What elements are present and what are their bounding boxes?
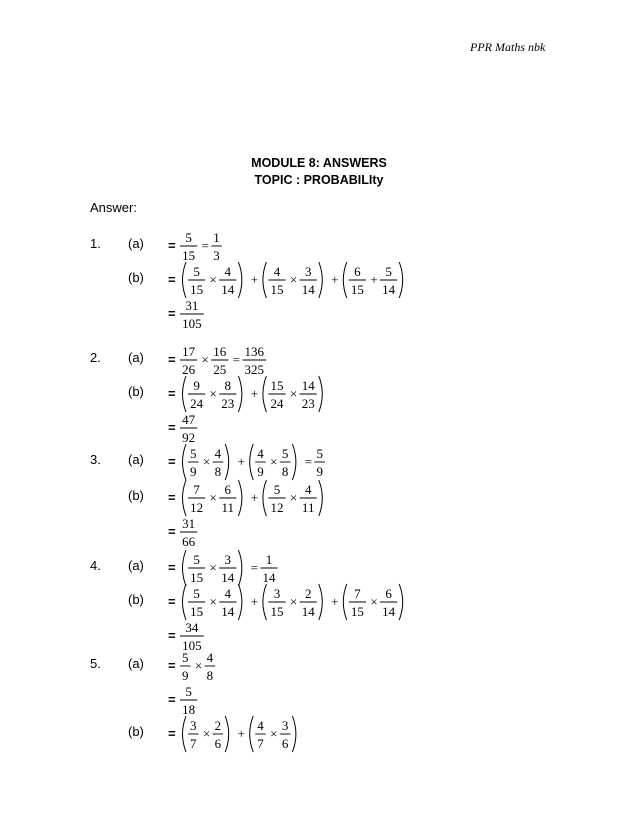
fraction-1a-0 xyxy=(180,230,197,263)
denominator: 105 xyxy=(182,638,202,653)
equals-sign: = xyxy=(168,628,176,643)
part-label-3b: (b) xyxy=(128,488,144,503)
numerator: 3 xyxy=(281,718,289,733)
fraction-2b-2-0 xyxy=(268,378,285,411)
denominator: 8 xyxy=(281,464,289,479)
part-label-2b: (b) xyxy=(128,384,144,399)
numerator: 4 xyxy=(257,446,264,461)
operator: × xyxy=(194,658,203,673)
numerator: 34 xyxy=(185,620,199,635)
fraction-2b2-0 xyxy=(180,412,197,445)
fraction-3a-2-0 xyxy=(255,446,266,479)
operator: = xyxy=(201,238,209,253)
question-number-3: 3. xyxy=(90,452,101,467)
question-number-4: 4. xyxy=(90,558,101,573)
fraction-5a2-0 xyxy=(180,684,197,717)
numerator: 1 xyxy=(265,552,273,567)
operator: = xyxy=(304,454,313,469)
numerator: 8 xyxy=(224,378,232,393)
operator: × xyxy=(289,272,298,287)
numerator: 5 xyxy=(182,650,189,665)
denominator: 12 xyxy=(190,500,204,515)
left-paren xyxy=(183,716,187,752)
operator: × xyxy=(209,490,217,505)
denominator: 66 xyxy=(182,534,196,549)
right-paren xyxy=(319,262,323,298)
operator: × xyxy=(270,726,278,741)
denominator: 25 xyxy=(213,362,227,377)
right-paren xyxy=(319,584,323,620)
denominator: 9 xyxy=(182,668,189,683)
operator: + xyxy=(237,454,245,469)
fraction-3b-0-0 xyxy=(188,482,205,515)
equals-sign: = xyxy=(168,386,176,401)
left-paren xyxy=(250,716,254,752)
fraction-2a-0 xyxy=(180,344,197,377)
left-paren xyxy=(183,262,187,298)
numerator: 4 xyxy=(273,264,281,279)
part-label-4a: (a) xyxy=(128,558,144,573)
left-paren xyxy=(183,550,187,586)
denominator: 14 xyxy=(221,604,235,619)
fraction-3b-2-0 xyxy=(268,482,285,515)
numerator: 9 xyxy=(193,378,200,393)
numerator: 4 xyxy=(224,264,232,279)
denominator: 26 xyxy=(182,362,196,377)
numerator: 31 xyxy=(185,298,199,313)
right-paren xyxy=(319,376,323,412)
denominator: 15 xyxy=(270,282,284,297)
denominator: 15 xyxy=(190,570,204,585)
fraction-1b-0-0 xyxy=(188,264,205,297)
numerator: 7 xyxy=(193,482,200,497)
denominator: 92 xyxy=(182,430,196,445)
operator: × xyxy=(202,454,211,469)
fraction-1b-4-0 xyxy=(349,264,366,297)
numerator: 17 xyxy=(182,344,196,359)
denominator: 15 xyxy=(190,282,204,297)
right-paren xyxy=(238,262,242,298)
right-paren xyxy=(238,376,242,412)
operator: + xyxy=(331,594,339,609)
equals-sign: = xyxy=(168,238,176,253)
fraction-4b-4-0 xyxy=(349,586,366,619)
denominator: 23 xyxy=(301,396,315,411)
fraction-1a-2 xyxy=(211,230,222,263)
equals-sign: = xyxy=(168,524,176,539)
denominator: 14 xyxy=(382,604,396,619)
left-paren xyxy=(183,584,187,620)
numerator: 31 xyxy=(182,516,196,531)
fraction-4b-0-0 xyxy=(188,586,205,619)
fraction-2b-2-2 xyxy=(300,378,317,411)
right-paren xyxy=(238,584,242,620)
fraction-4a-0-0 xyxy=(188,552,205,585)
fraction-4b-2-2 xyxy=(300,586,317,619)
fraction-4b-0-2 xyxy=(219,586,236,619)
left-paren xyxy=(183,444,187,480)
denominator: 14 xyxy=(262,570,276,585)
denominator: 14 xyxy=(221,570,235,585)
left-paren xyxy=(183,376,187,412)
denominator: 8 xyxy=(206,668,214,683)
right-paren xyxy=(238,550,242,586)
fraction-3a-0-2 xyxy=(213,446,224,479)
operator: + xyxy=(250,386,259,401)
right-paren xyxy=(225,716,229,752)
denominator: 11 xyxy=(221,500,235,515)
part-label-1b: (b) xyxy=(128,270,144,285)
fraction-4b-2-0 xyxy=(268,586,285,619)
fraction-1b-2-2 xyxy=(300,264,317,297)
numerator: 5 xyxy=(193,586,200,601)
numerator: 4 xyxy=(304,482,312,497)
equals-sign: = xyxy=(168,352,176,367)
operator: × xyxy=(289,386,298,401)
numerator: 136 xyxy=(244,344,265,359)
denominator: 14 xyxy=(221,282,235,297)
left-paren xyxy=(250,444,254,480)
title-module: MODULE 8: ANSWERS xyxy=(251,156,387,170)
equals-sign: = xyxy=(168,560,176,575)
denominator: 325 xyxy=(244,362,265,377)
operator: = xyxy=(250,560,259,575)
right-paren xyxy=(225,444,229,480)
fraction-1b2-0 xyxy=(180,298,204,331)
numerator: 3 xyxy=(304,264,312,279)
equals-sign: = xyxy=(168,272,176,287)
fraction-2b-0-0 xyxy=(188,378,205,411)
page-header: PPR Maths nbk xyxy=(470,40,546,54)
right-paren xyxy=(399,262,403,298)
denominator: 7 xyxy=(257,736,264,751)
numerator: 5 xyxy=(273,482,281,497)
fraction-5b-2-0 xyxy=(255,718,266,751)
numerator: 47 xyxy=(182,412,196,427)
numerator: 2 xyxy=(214,718,222,733)
denominator: 23 xyxy=(221,396,235,411)
left-paren xyxy=(183,480,187,516)
part-label-3a: (a) xyxy=(128,452,144,467)
part-label-5a: (a) xyxy=(128,656,144,671)
operator: + xyxy=(250,594,259,609)
denominator: 24 xyxy=(270,396,284,411)
denominator: 15 xyxy=(190,604,204,619)
denominator: 14 xyxy=(382,282,396,297)
left-paren xyxy=(263,584,267,620)
left-paren xyxy=(263,262,267,298)
part-label-1a: (a) xyxy=(128,236,144,251)
denominator: 9 xyxy=(257,464,264,479)
numerator: 5 xyxy=(316,446,323,461)
denominator: 12 xyxy=(270,500,284,515)
fraction-2a-4 xyxy=(242,344,266,377)
operator: + xyxy=(370,272,378,287)
right-paren xyxy=(238,480,242,516)
denominator: 6 xyxy=(281,736,289,751)
left-paren xyxy=(263,480,267,516)
fraction-3b2-0 xyxy=(180,516,197,549)
numerator: 5 xyxy=(185,230,192,245)
numerator: 4 xyxy=(257,718,264,733)
numerator: 3 xyxy=(224,552,232,567)
operator: × xyxy=(209,594,217,609)
equals-sign: = xyxy=(168,692,176,707)
operator: = xyxy=(232,352,241,367)
question-number-1: 1. xyxy=(90,236,101,251)
numerator: 4 xyxy=(214,446,222,461)
fraction-5a-0 xyxy=(180,650,191,683)
denominator: 11 xyxy=(301,500,315,515)
part-label-4b: (b) xyxy=(128,592,144,607)
denominator: 7 xyxy=(190,736,197,751)
operator: × xyxy=(209,386,217,401)
fraction-1b-2-0 xyxy=(268,264,285,297)
denominator: 105 xyxy=(182,316,202,331)
denominator: 18 xyxy=(182,702,196,717)
operator: × xyxy=(201,352,209,367)
equals-sign: = xyxy=(168,594,176,609)
numerator: 6 xyxy=(224,482,232,497)
fraction-4a-0-2 xyxy=(219,552,236,585)
numerator: 5 xyxy=(385,264,392,279)
numerator: 3 xyxy=(190,718,197,733)
operator: × xyxy=(202,726,211,741)
numerator: 4 xyxy=(206,650,214,665)
fraction-5b-0-2 xyxy=(213,718,224,751)
equals-sign: = xyxy=(168,454,176,469)
part-label-5b: (b) xyxy=(128,724,144,739)
fraction-5b-0-0 xyxy=(188,718,199,751)
operator: + xyxy=(331,272,339,287)
fraction-4a-2 xyxy=(260,552,277,585)
numerator: 5 xyxy=(193,264,200,279)
numerator: 6 xyxy=(354,264,361,279)
operator: + xyxy=(250,490,259,505)
denominator: 15 xyxy=(350,282,364,297)
question-number-2: 2. xyxy=(90,350,101,365)
denominator: 3 xyxy=(213,248,220,263)
right-paren xyxy=(292,716,296,752)
numerator: 4 xyxy=(224,586,232,601)
numerator: 7 xyxy=(354,586,361,601)
denominator: 15 xyxy=(350,604,364,619)
denominator: 6 xyxy=(214,736,222,751)
fraction-3a-2-2 xyxy=(280,446,291,479)
part-label-2a: (a) xyxy=(128,350,144,365)
fraction-2a-2 xyxy=(211,344,228,377)
fraction-4b2-0 xyxy=(180,620,204,653)
equals-sign: = xyxy=(168,726,176,741)
fraction-1b-4-2 xyxy=(380,264,397,297)
fraction-2b-0-2 xyxy=(219,378,236,411)
operator: + xyxy=(237,726,245,741)
equals-sign: = xyxy=(168,420,176,435)
denominator: 15 xyxy=(270,604,284,619)
left-paren xyxy=(343,262,347,298)
operator: × xyxy=(289,594,298,609)
numerator: 5 xyxy=(185,684,192,699)
numerator: 5 xyxy=(281,446,289,461)
fraction-3a-4 xyxy=(314,446,325,479)
operator: + xyxy=(250,272,259,287)
numerator: 15 xyxy=(270,378,284,393)
operator: × xyxy=(209,560,217,575)
equals-sign: = xyxy=(168,658,176,673)
numerator: 2 xyxy=(304,586,312,601)
numerator: 6 xyxy=(385,586,392,601)
fraction-3b-2-2 xyxy=(300,482,317,515)
denominator: 14 xyxy=(301,604,315,619)
right-paren xyxy=(399,584,403,620)
fraction-4b-4-2 xyxy=(380,586,397,619)
denominator: 9 xyxy=(190,464,197,479)
denominator: 24 xyxy=(190,396,204,411)
right-paren xyxy=(319,480,323,516)
answer-label: Answer: xyxy=(90,200,137,215)
numerator: 3 xyxy=(273,586,281,601)
left-paren xyxy=(343,584,347,620)
left-paren xyxy=(263,376,267,412)
denominator: 8 xyxy=(214,464,222,479)
fraction-1b-0-2 xyxy=(219,264,236,297)
numerator: 14 xyxy=(301,378,315,393)
numerator: 1 xyxy=(213,230,220,245)
operator: × xyxy=(370,594,378,609)
fraction-3a-0-0 xyxy=(188,446,199,479)
operator: × xyxy=(209,272,217,287)
numerator: 5 xyxy=(190,446,197,461)
denominator: 15 xyxy=(182,248,196,263)
fraction-3b-0-2 xyxy=(219,482,236,515)
fraction-5b-2-2 xyxy=(280,718,291,751)
operator: × xyxy=(289,490,298,505)
numerator: 5 xyxy=(193,552,200,567)
equals-sign: = xyxy=(168,306,176,321)
fraction-5a-2 xyxy=(205,650,216,683)
right-paren xyxy=(292,444,296,480)
operator: × xyxy=(270,454,278,469)
question-number-5: 5. xyxy=(90,656,101,671)
denominator: 9 xyxy=(316,464,323,479)
title-topic: TOPIC : PROBABILIty xyxy=(254,173,384,187)
numerator: 16 xyxy=(213,344,227,359)
denominator: 14 xyxy=(301,282,315,297)
equals-sign: = xyxy=(168,490,176,505)
